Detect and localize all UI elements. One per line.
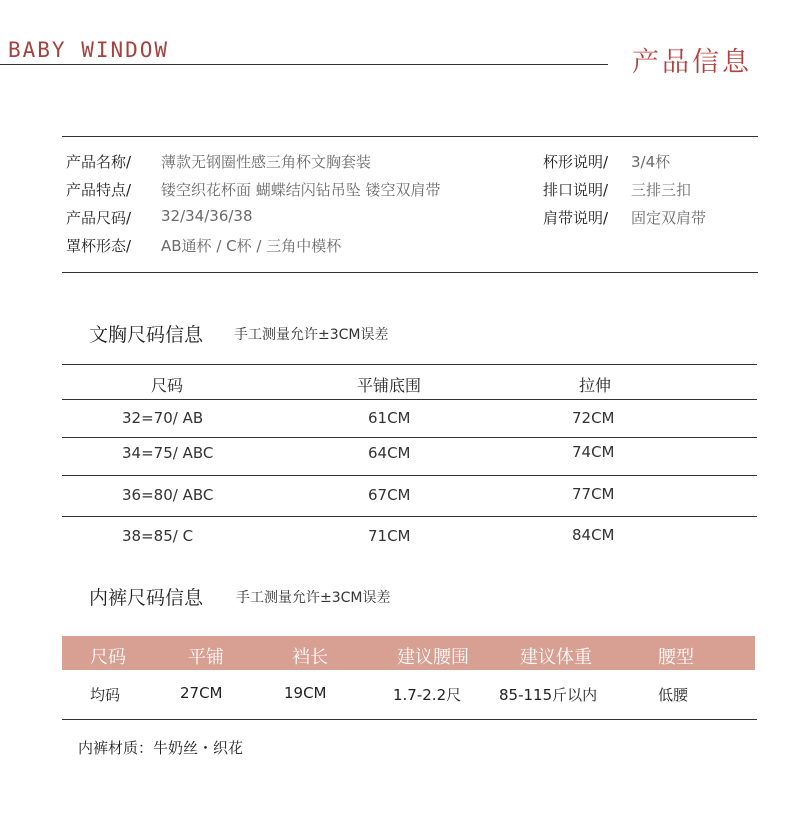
panty-table-bottom-line (62, 719, 757, 720)
info-label-cup-shape: 罩杯形态/ (66, 237, 132, 255)
brand-logo: BABY WINDOW (8, 38, 170, 62)
info-bottom-divider (62, 272, 758, 273)
table-row-cell: 32=70/ AB (122, 409, 204, 427)
table-row-cell: 均码 (90, 686, 121, 704)
table-row-cell: 84CM (572, 526, 615, 544)
panty-size-title: 内裤尺码信息 (89, 587, 204, 609)
table-row-cell: 61CM (368, 409, 411, 427)
info-value-features: 镂空织花杯面 蝴蝶结闪钻吊坠 镂空双肩带 (161, 181, 441, 199)
info-label-straps: 肩带说明/ (543, 209, 609, 227)
header-divider (0, 64, 608, 65)
page-title: 产品信息 (632, 47, 752, 78)
panty-header-weight: 建议体重 (520, 647, 592, 668)
info-value-cup-style: 3/4杯 (631, 153, 671, 171)
table-row-cell: 低腰 (658, 686, 689, 704)
table-row-cell: 77CM (572, 485, 615, 503)
info-value-hooks: 三排三扣 (631, 181, 692, 199)
bra-header-underbust: 平铺底围 (357, 376, 422, 395)
table-row-cell: 34=75/ ABC (122, 444, 214, 462)
info-label-name: 产品名称/ (66, 153, 132, 171)
table-row-cell: 74CM (572, 443, 615, 461)
bra-row-divider (62, 437, 757, 438)
material-info: 内裤材质：牛奶丝・织花 (78, 739, 244, 757)
panty-header-flat: 平铺 (188, 647, 224, 668)
bra-table-top-line (62, 364, 757, 365)
table-row-cell: 85-115斤以内 (499, 686, 598, 704)
table-row-cell: 27CM (180, 684, 223, 702)
bra-header-stretch: 拉伸 (579, 376, 612, 395)
panty-header-rise: 裆长 (292, 647, 328, 668)
info-label-features: 产品特点/ (66, 181, 132, 199)
info-value-cup-shape: AB通杯 / C杯 / 三角中模杯 (161, 237, 342, 255)
bra-size-note: 手工测量允许±3CM误差 (234, 327, 389, 343)
table-row-cell: 71CM (368, 527, 411, 545)
bra-row-divider (62, 475, 757, 476)
bra-row-divider (62, 516, 757, 517)
info-value-straps: 固定双肩带 (631, 209, 707, 227)
table-row-cell: 19CM (284, 684, 327, 702)
info-value-sizes: 32/34/36/38 (161, 207, 253, 225)
panty-header-size: 尺码 (90, 647, 126, 668)
bra-header-line (62, 399, 757, 400)
table-row-cell: 67CM (368, 486, 411, 504)
table-row-cell: 72CM (572, 409, 615, 427)
panty-header-waist: 建议腰围 (397, 647, 469, 668)
table-row-cell: 38=85/ C (122, 527, 194, 545)
info-value-name: 薄款无钢圈性感三角杯文胸套装 (161, 153, 372, 171)
bra-header-size: 尺码 (151, 376, 184, 395)
bra-size-title: 文胸尺码信息 (89, 324, 204, 346)
info-label-sizes: 产品尺码/ (66, 209, 132, 227)
panty-header-waist-type: 腰型 (658, 647, 694, 668)
info-label-cup-style: 杯形说明/ (543, 153, 609, 171)
table-row-cell: 1.7-2.2尺 (393, 686, 462, 704)
table-row-cell: 64CM (368, 444, 411, 462)
info-top-divider (62, 136, 758, 137)
table-row-cell: 36=80/ ABC (122, 486, 214, 504)
info-label-hooks: 排口说明/ (543, 181, 609, 199)
panty-size-note: 手工测量允许±3CM误差 (236, 590, 391, 606)
